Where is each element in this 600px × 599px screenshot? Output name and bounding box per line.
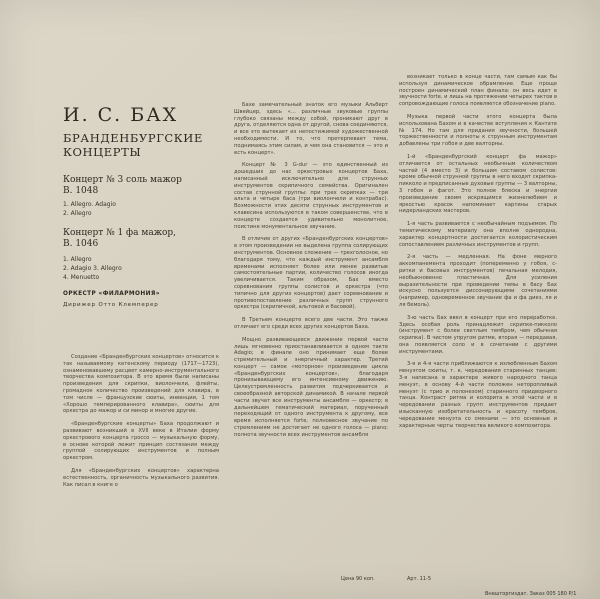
movement-item: 4. Menuetto bbox=[63, 274, 100, 281]
liner-paragraph: Мощно развивающееся движение первой части лишь мгновенно приостанавливается в одном такте Adagio; в финале оно принимает еще более стремительный и энергичный характер. Третий концерт — самое «моторное» произведение цикла «Бранденбургских концертов», благодаря пронизывающему его интенсивному движению. Целеустремленность развития подчеркивается и своеобразной авторской динамикой. В начале первой части звучат все инструменты ансамбля — оркестр; в дальнейшем тематический материал, порученный переходящий от одного инструмента к другому, все время исполняется forte, полновесное звучание по стремлениям не достигает не одного голоса — piano; полнота звучности всех инструментов ансамбля bbox=[234, 336, 388, 438]
liner-paragraph: 1-й «Бранденбургский концерт фа мажор» отличается от остальных необычным количеством частей (4 вместо 3) и большим составом солистов: кроме обычной струнной группы в него входят скрипка-пикколо и предписанные духовые группы — 3 валторны, 3 гобоя и фагот. Это полное блеска и энергии произведение своим искрящимся жизнелюбием и яркостью красок напоминает картины старых нидерландских мастеров. bbox=[399, 153, 557, 215]
price-label: Цена 90 коп. bbox=[341, 576, 375, 582]
publisher-order-number: Внешторгиздат. Заказ 005 180 Р/1 bbox=[485, 591, 577, 597]
liner-paragraph: 2-я часть — медленная. На фоне мерного аккомпанемента проходит (попеременно у гобоя, с-ритки и басовых инструментов) печальная мелодия, необыкновенно пластичная. Для усиления выразительности при проведении темы в басу Бах искусно пользуется диссонирующими сочетаниями (например, одновременное звучание фа и фа диез, ля и ля бемоль). bbox=[399, 254, 557, 308]
liner-paragraph: Концерт № 3 G-dur — это единственный из дошедших до нас оркестровых концертов Баха, написанный исключительно для струнных инструментов скрипичного семейства. Оригинален состав струнной группы: при трех скрипках — три альта и четыре баса (три виолончели и контрабас). Возможности этих десяти струнных инструментов и клавесина используются в таком совершенстве, что в концерте создается удивительно монолитное, поистине монументальное звучание. bbox=[234, 162, 388, 230]
concerto-1-bwv: B. 1046 bbox=[63, 239, 99, 249]
movement-item: 1. Allegro. Adagio bbox=[63, 201, 116, 208]
concerto-3-bwv: B. 1048 bbox=[63, 186, 99, 196]
liner-paragraph: «Бранденбургские концерты» Баха продолжают и развивают возникший в XVII веке в Италии форму оркестрового концерта гроссо — музыкальную форму, в основе которой лежит принцип состязания между группой солирующих инструментов и полным оркестром. bbox=[63, 421, 219, 462]
liner-notes-column-1 bbox=[63, 354, 219, 494]
liner-notes-column-2 bbox=[234, 102, 388, 445]
work-title: БРАНДЕНБУРГСКИЕ КОНЦЕРТЫ bbox=[63, 131, 203, 159]
liner-paragraph: возникает только в конце части, там самым как бы используя динамическое обрамление. Еще проще построен динамический план финала: он весь идет в звучности forte, и лишь на протяжении четырех тактов в сопровождающие голоса появляется обозначение piano. bbox=[399, 74, 557, 108]
concerto-3-heading bbox=[63, 175, 223, 197]
liner-paragraph: В Третьем концерте всего две части. Это также отличает его среди всех других концертов Баха. bbox=[234, 317, 388, 330]
liner-notes-column-3 bbox=[399, 74, 557, 435]
liner-paragraph: 3-ю часть Бах ввел в концерт при его переработке. Здесь особая роль принадлежит скрипке-пикколо (инструмент с более светлым тембром, чем обычная скрипка). В чистом упругом ритме, вторая — передавая, она появляется соло и в сочетании с другими инструментами. bbox=[399, 314, 557, 355]
liner-paragraph: Для «Бранденбургских концертов» характерна естественность, органичность музыкального развития. Как писал в книге о bbox=[63, 467, 219, 488]
liner-paragraph: 1-я часть развивается с необычайным подъемом. По тематическому материалу она вполне однородна, характер концертности достигается колористическим сопоставлением различных инструментов и групп. bbox=[399, 221, 557, 248]
liner-paragraph: Музыка первой части этого концерта была использована Бахом и в качестве вступления к Кантате № 174. Но там для придания звучности, большей торжественности и полноты к струнным инструментам добавлены три гобоя и две валторны. bbox=[399, 113, 557, 148]
movement-item: 2. Adagio 3. Allegro bbox=[63, 265, 122, 272]
conductor-credit: Дирижер Отто Клемперер bbox=[63, 302, 159, 308]
concerto-1-heading bbox=[63, 228, 223, 250]
concerto-3-movements bbox=[63, 200, 223, 218]
concerto-3-title: Концерт № 3 соль мажор bbox=[63, 175, 182, 185]
composer-name: И. С. БАХ bbox=[63, 104, 179, 126]
liner-paragraph: 3-я и 4-я части приближаются к излюбленным Бахом менуэтом сюиты, т. к. чередования старинных танцев: 3-я написана в характере живого народного танца менуэт, в основу 4-й части положен неторопливый менуэт (с трио и полонезом) старинного придворного танца. Контраст ритма и колорита в этой части и в чередовании разных групп инструментов придает изысканную изобретательность и красоту тембров, чередование менуэта со сменами — это основные и характерные черты творчества великого композитора. bbox=[399, 361, 557, 429]
concerto-1-title: Концерт № 1 фа мажор, bbox=[63, 228, 177, 238]
article-number: Арт. 11-5 bbox=[407, 576, 432, 582]
movement-item: 2. Allegro bbox=[63, 210, 92, 217]
orchestra-credit: ОРКЕСТР «ФИЛАРМОНИЯ» bbox=[63, 291, 160, 297]
liner-paragraph: Создание «Бранденбургских концертов» относится к так называемому кетенскому периоду (1717—1723), ознаменовавшему расцвет камерно-инструментального творчества композитора. В это время были написаны произведения для скрипки, виолончели, флейты, громадное количество произведений для клавира, в том числе — французские сюиты, инвенции, 1 том «Хорошо темперированного клавира», сюиты для оркестра до мажор и си минор и многие другие. bbox=[63, 354, 219, 415]
liner-paragraph: Бахе замечательный знаток его музыки Альберт Швейцер, здесь «... различные звуковые группы глубоко связаны между собой, проникают друг в друга, отделяются одна от другой, снова соединяются, и все это вытекает из непостижимой художественной необходимости. И то, что претерпевает тема, поднимаясь этим силам, и чем она становится — это и есть концерт». bbox=[234, 102, 388, 156]
movement-item: 1. Allegro bbox=[63, 256, 92, 263]
concerto-1-movements bbox=[63, 255, 223, 282]
liner-paragraph: В отличие от других «Бранденбургских концертов» в этом произведении не выделена группа солирующих инструментов. Основное сложение — трехголосное, но благодаря тому, что каждый инструмент ансамбля временами исполняет более или менее развитые самостоятельные партии, количество голосов иногда увеличивается. Таким образом, Бах вместо соревнования группы солистов и оркестра (что типично для других концертов) дает соревнование и противопоставление различных групп струнного оркестра (скрипичной, альтовой и басовой). bbox=[234, 236, 388, 311]
